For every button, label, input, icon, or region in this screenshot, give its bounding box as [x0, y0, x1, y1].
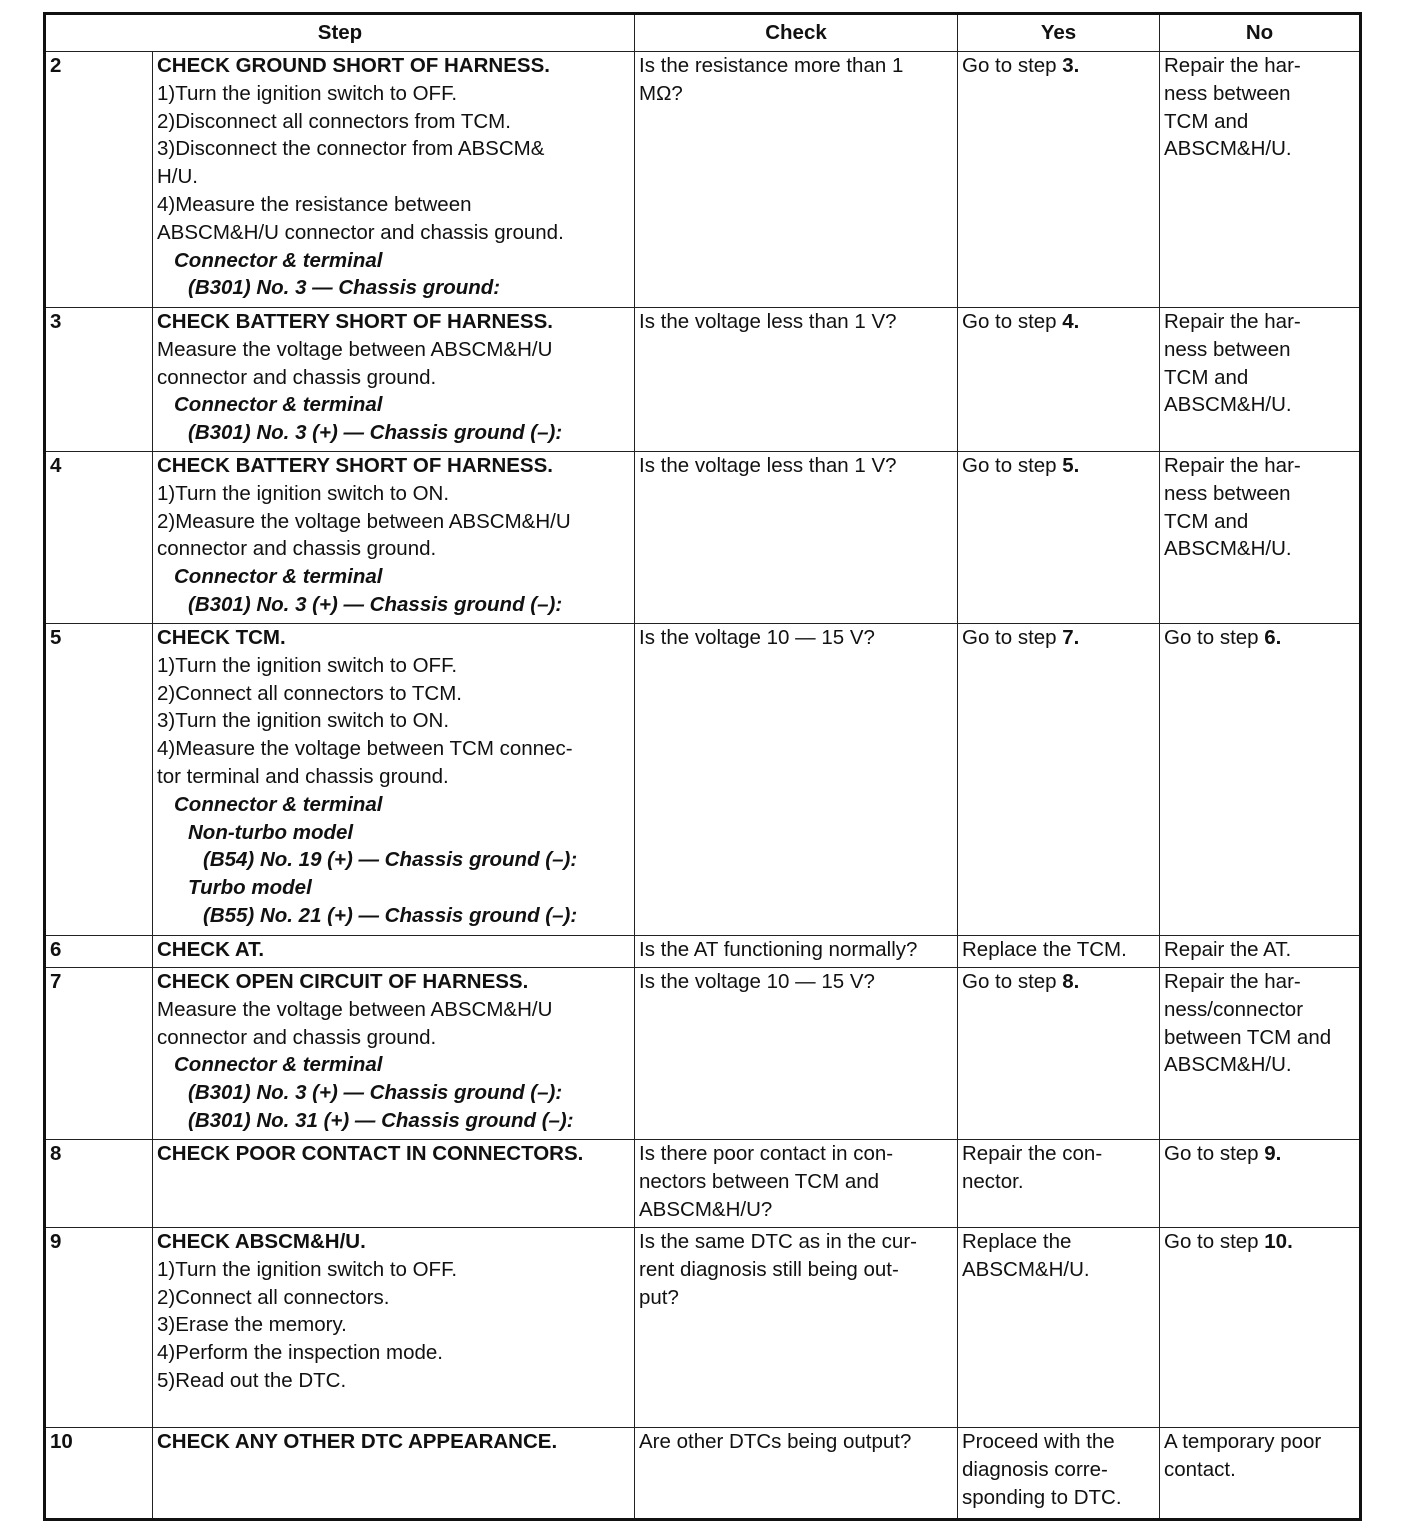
yes-cell: [958, 1228, 1160, 1428]
no-text: contact.: [1164, 1457, 1236, 1481]
check-text: Is the same DTC as in the cur-: [639, 1230, 917, 1253]
step-instruction: 5)Read out the DTC.: [157, 1368, 347, 1392]
step-instruction: connector and chassis ground.: [157, 365, 437, 389]
check-cell: [635, 1228, 958, 1428]
connector-terminal-spec: (B301) No. 3 (+) — Chassis ground (–):: [188, 1081, 563, 1105]
no-text: TCM and: [1164, 509, 1249, 533]
no-text: ness between: [1164, 81, 1291, 105]
connector-terminal-label: Connector & terminal: [174, 792, 383, 816]
step-instruction: 1)Turn the ignition switch to ON.: [157, 481, 450, 505]
check-cell: [635, 52, 958, 308]
step-number: 9: [45, 1228, 153, 1428]
step-instruction: 3)Disconnect the connector from ABSCM&: [157, 137, 545, 161]
no-text: ness/connector: [1164, 997, 1304, 1021]
no-cell: [1160, 308, 1361, 452]
check-text: rent diagnosis still being out-: [639, 1257, 899, 1281]
yes-goto-text: Go to step: [962, 626, 1063, 649]
header-no: No: [1160, 14, 1361, 52]
table-row: [45, 936, 1361, 968]
connector-terminal-spec: (B301) No. 3 — Chassis ground:: [188, 276, 501, 300]
yes-text: sponding to DTC.: [962, 1485, 1122, 1509]
step-instruction: connector and chassis ground.: [157, 537, 437, 561]
yes-cell: [958, 1140, 1160, 1228]
step-instruction: connector and chassis ground.: [157, 1025, 437, 1049]
step-description: [153, 624, 635, 936]
table-row: [45, 624, 1361, 936]
no-text: ABSCM&H/U.: [1164, 137, 1292, 161]
yes-step-ref: 5.: [1062, 454, 1080, 477]
step-number: 5: [45, 624, 153, 936]
model-label: Turbo model: [188, 876, 312, 900]
step-instruction: 3)Erase the memory.: [157, 1313, 347, 1337]
connector-terminal-label: Connector & terminal: [174, 248, 383, 272]
check-text: ABSCM&H/U?: [639, 1197, 773, 1221]
step-title: CHECK AT.: [157, 938, 265, 961]
step-title: CHECK TCM.: [157, 626, 286, 649]
step-instruction: 1)Turn the ignition switch to OFF.: [157, 81, 458, 105]
step-title: CHECK ANY OTHER DTC APPEARANCE.: [157, 1430, 558, 1453]
yes-text: diagnosis corre-: [962, 1457, 1108, 1481]
step-number: 7: [45, 968, 153, 1140]
yes-goto-text: Go to step: [962, 970, 1063, 993]
step-title: CHECK BATTERY SHORT OF HARNESS.: [157, 454, 553, 477]
check-cell: [635, 308, 958, 452]
step-description: [153, 968, 635, 1140]
no-cell: [1160, 624, 1361, 936]
step-description: [153, 1140, 635, 1228]
check-text: nectors between TCM and: [639, 1169, 880, 1193]
yes-cell: [958, 52, 1160, 308]
no-text: ness between: [1164, 337, 1291, 361]
yes-goto: [962, 52, 1155, 80]
no-goto: [1164, 624, 1355, 652]
yes-goto: [962, 452, 1155, 480]
step-description: [153, 52, 635, 308]
step-description: [153, 936, 635, 968]
step-instruction: Measure the voltage between ABSCM&H/U: [157, 337, 553, 361]
table-row: [45, 308, 1361, 452]
yes-goto: [962, 968, 1155, 996]
step-description: [153, 308, 635, 452]
step-description: [153, 1428, 635, 1520]
table-row: [45, 1428, 1361, 1520]
header-check: Check: [635, 14, 958, 52]
no-text: ness between: [1164, 481, 1291, 505]
step-title: CHECK ABSCM&H/U.: [157, 1230, 366, 1253]
no-text: Repair the har-: [1164, 310, 1301, 333]
no-goto-text: Go to step: [1164, 1142, 1265, 1165]
step-description: [153, 1228, 635, 1428]
yes-cell: [958, 1428, 1160, 1520]
step-number: 6: [45, 936, 153, 968]
yes-text: Repair the con-: [962, 1142, 1103, 1165]
check-cell: [635, 1140, 958, 1228]
step-instruction: 2)Connect all connectors to TCM.: [157, 681, 462, 705]
connector-terminal-spec: (B54) No. 19 (+) — Chassis ground (–):: [203, 848, 578, 872]
check-cell: [635, 452, 958, 624]
step-number: 2: [45, 52, 153, 308]
no-text: A temporary poor: [1164, 1430, 1322, 1453]
yes-step-ref: 3.: [1062, 54, 1080, 77]
model-label: Non-turbo model: [188, 820, 354, 844]
no-text: Repair the AT.: [1164, 938, 1292, 961]
no-text: TCM and: [1164, 365, 1249, 389]
step-instruction: 2)Disconnect all connectors from TCM.: [157, 109, 511, 133]
yes-cell: [958, 452, 1160, 624]
yes-goto: [962, 624, 1155, 652]
yes-goto-text: Go to step: [962, 54, 1063, 77]
check-text: Is the voltage 10 — 15 V?: [639, 626, 875, 649]
yes-cell: [958, 308, 1160, 452]
no-text: Repair the har-: [1164, 54, 1301, 77]
yes-text: Replace the TCM.: [962, 938, 1127, 961]
step-description: [153, 452, 635, 624]
no-cell: [1160, 1428, 1361, 1520]
step-instruction: 3)Turn the ignition switch to ON.: [157, 709, 450, 733]
no-text: between TCM and: [1164, 1025, 1332, 1049]
no-goto: [1164, 1140, 1355, 1168]
no-cell: [1160, 1228, 1361, 1428]
yes-text: nector.: [962, 1169, 1024, 1193]
step-instruction: ABSCM&H/U connector and chassis ground.: [157, 220, 564, 244]
yes-goto: [962, 308, 1155, 336]
step-instruction: tor terminal and chassis ground.: [157, 764, 449, 788]
no-text: TCM and: [1164, 109, 1249, 133]
table-row: [45, 1140, 1361, 1228]
check-text: Is the resistance more than 1: [639, 54, 904, 77]
table-row: [45, 52, 1361, 308]
yes-step-ref: 8.: [1062, 970, 1080, 993]
step-instruction: 4)Measure the voltage between TCM connec-: [157, 737, 573, 761]
yes-cell: [958, 624, 1160, 936]
connector-terminal-label: Connector & terminal: [174, 1053, 383, 1077]
check-cell: [635, 1428, 958, 1520]
no-text: ABSCM&H/U.: [1164, 537, 1292, 561]
check-text: Is the voltage less than 1 V?: [639, 454, 897, 477]
no-step-ref: 9.: [1264, 1142, 1282, 1165]
connector-terminal-spec: (B301) No. 3 (+) — Chassis ground (–):: [188, 592, 563, 616]
check-text: put?: [639, 1285, 679, 1309]
no-text: ABSCM&H/U.: [1164, 1053, 1292, 1077]
connector-terminal-spec: (B55) No. 21 (+) — Chassis ground (–):: [203, 903, 578, 927]
header-step: Step: [45, 14, 635, 52]
step-instruction: 4)Measure the resistance between: [157, 192, 472, 216]
yes-cell: [958, 936, 1160, 968]
yes-step-ref: 4.: [1062, 310, 1080, 333]
no-cell: [1160, 1140, 1361, 1228]
diagnosis-table: [43, 12, 1362, 1521]
step-number: 10: [45, 1428, 153, 1520]
header-yes: Yes: [958, 14, 1160, 52]
step-instruction: Measure the voltage between ABSCM&H/U: [157, 997, 553, 1021]
step-instruction: H/U.: [157, 165, 198, 189]
no-goto: [1164, 1228, 1355, 1256]
connector-terminal-label: Connector & terminal: [174, 393, 383, 417]
no-goto-text: Go to step: [1164, 1230, 1265, 1253]
check-cell: [635, 624, 958, 936]
no-text: Repair the har-: [1164, 454, 1301, 477]
yes-text: Proceed with the: [962, 1430, 1115, 1453]
step-instruction: 2)Measure the voltage between ABSCM&H/U: [157, 509, 571, 533]
check-text: Are other DTCs being output?: [639, 1430, 912, 1453]
yes-goto-text: Go to step: [962, 454, 1063, 477]
no-goto-text: Go to step: [1164, 626, 1265, 649]
check-cell: [635, 968, 958, 1140]
no-cell: [1160, 452, 1361, 624]
check-text: Is the voltage 10 — 15 V?: [639, 970, 875, 993]
step-instruction: 4)Perform the inspection mode.: [157, 1341, 443, 1365]
yes-step-ref: 7.: [1062, 626, 1080, 649]
connector-terminal-spec: (B301) No. 3 (+) — Chassis ground (–):: [188, 421, 563, 445]
check-text: MΩ?: [639, 81, 683, 105]
no-text: Repair the har-: [1164, 970, 1301, 993]
no-cell: [1160, 936, 1361, 968]
table-row: [45, 968, 1361, 1140]
step-title: CHECK GROUND SHORT OF HARNESS.: [157, 54, 550, 77]
check-cell: [635, 936, 958, 968]
no-text: ABSCM&H/U.: [1164, 393, 1292, 417]
step-number: 4: [45, 452, 153, 624]
step-title: CHECK BATTERY SHORT OF HARNESS.: [157, 310, 553, 333]
yes-text: ABSCM&H/U.: [962, 1257, 1090, 1281]
check-text: Is the AT functioning normally?: [639, 938, 918, 961]
table-row: [45, 452, 1361, 624]
yes-goto-text: Go to step: [962, 310, 1063, 333]
check-text: Is there poor contact in con-: [639, 1142, 894, 1165]
step-instruction: 2)Connect all connectors.: [157, 1285, 390, 1309]
step-instruction: 1)Turn the ignition switch to OFF.: [157, 1257, 458, 1281]
step-title: CHECK OPEN CIRCUIT OF HARNESS.: [157, 970, 529, 993]
step-number: 3: [45, 308, 153, 452]
header-row: [45, 14, 1361, 52]
connector-terminal-label: Connector & terminal: [174, 565, 383, 589]
table-row: [45, 1228, 1361, 1428]
no-cell: [1160, 968, 1361, 1140]
check-text: Is the voltage less than 1 V?: [639, 310, 897, 333]
connector-terminal-spec: (B301) No. 31 (+) — Chassis ground (–):: [188, 1108, 574, 1132]
yes-cell: [958, 968, 1160, 1140]
no-cell: [1160, 52, 1361, 308]
step-title: CHECK POOR CONTACT IN CONNECTORS.: [157, 1142, 584, 1165]
step-instruction: 1)Turn the ignition switch to OFF.: [157, 653, 458, 677]
step-number: 8: [45, 1140, 153, 1228]
no-step-ref: 10.: [1264, 1230, 1293, 1253]
yes-text: Replace the: [962, 1230, 1072, 1253]
no-step-ref: 6.: [1264, 626, 1282, 649]
